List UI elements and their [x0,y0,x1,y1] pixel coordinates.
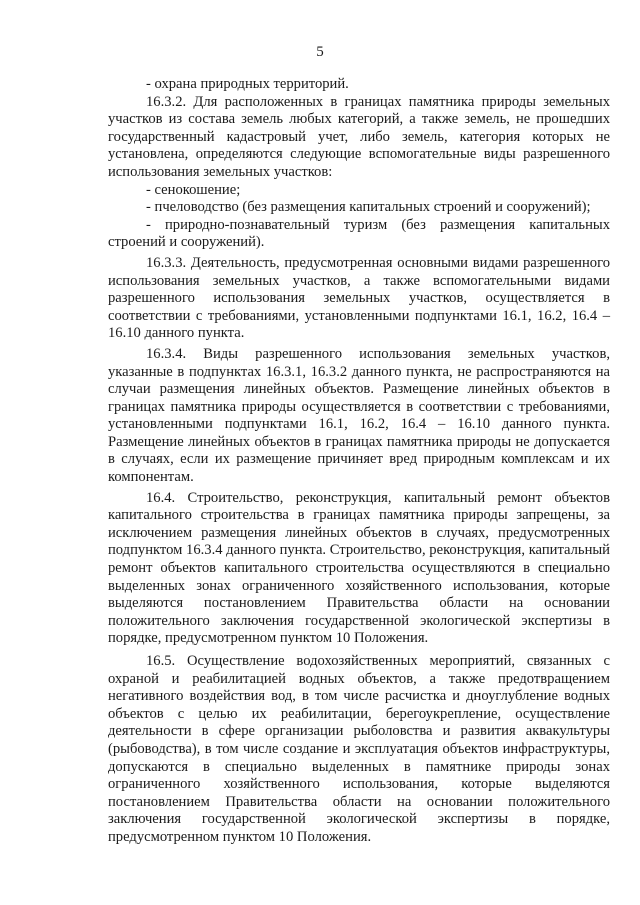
paragraph-16-5: 16.5. Осуществление водохозяйственных мероприятий, связанных с охраной и реабилитацией водных объектов, а также предотвращением негативного воздействия вод, в том числе расчистка и дноуглубление водных объектов с целью их реабилитации, берегоукрепление, осуществление деятельности в сфере организации рыболовства и развития аквакультуры (рыбоводства), в том числе создание и эксплуатация объектов инфраструктуры, допускаются в специально выделенных в памятнике природы зонах ограниченного хозяйственного использования, которые выделяются постановлением Правительства области на основании положительного заключения государственной экологической экспертизы в порядке, предусмотренном пунктом 10 Положения. [108,653,610,845]
list-item-beekeeping: - пчеловодство (без размещения капитальных строений и сооружений); [146,199,591,216]
paragraph-16-3-2: 16.3.2. Для расположенных в границах памятника природы земельных участков из состава земель любых категорий, а также земель, не прошедших государственный кадастровый учет, либо земель, категория которых не установлена, определяются следующие вспомогательные виды разрешенного использования земельных участков: [108,93,610,180]
document-body [108,76,610,847]
paragraph-16-3-4: 16.3.4. Виды разрешенного использования земельных участков, указанные в подпунктах 16.3.1, 16.3.2 данного пункта, не распространяются на случаи размещения линейных объектов. Размещение линейных объектов в границах памятника природы осуществляется в соответствии с требованиями, установленными подпунктами 16.1, 16.2, 16.4 – 16.10 данного пункта. Размещение линейных объектов в границах памятника природы не допускается в случаях, если их размещение причиняет вред природным комплексам и их компонентам. [108,345,610,486]
paragraph-16-3-3: 16.3.3. Деятельность, предусмотренная основными видами разрешенного использования земельных участков, а также вспомогательными видами разрешенного использования земельных участков, осуществляется в соответствии с требованиями, установленными подпунктами 16.1, 16.2, 16.4 – 16.10 данного пункта. [108,254,610,342]
page-number: 5 [316,44,324,60]
paragraph-16-4: 16.4. Строительство, реконструкция, капитальный ремонт объектов капитального строительства в границах памятника природы запрещены, за исключением размещения линейных объектов в случаях, предусмотренных подпунктом 16.3.4 данного пункта. Строительство, реконструкция, капитальный ремонт объектов капитального строительства осуществляются в специально выделенных зонах ограниченного хозяйственного использования, которые выделяются постановлением Правительства области на основании положительного заключения государственной экологической экспертизы в порядке, предусмотренном пунктом 10 Положения. [108,489,610,647]
list-item-haymaking: - сенокошение; [146,181,241,198]
list-item-eco-tourism: - природно-познавательный туризм (без размещения капитальных строений и сооружений). [108,216,610,251]
paragraph-protection-natural-areas: - охрана природных территорий. [146,76,349,92]
